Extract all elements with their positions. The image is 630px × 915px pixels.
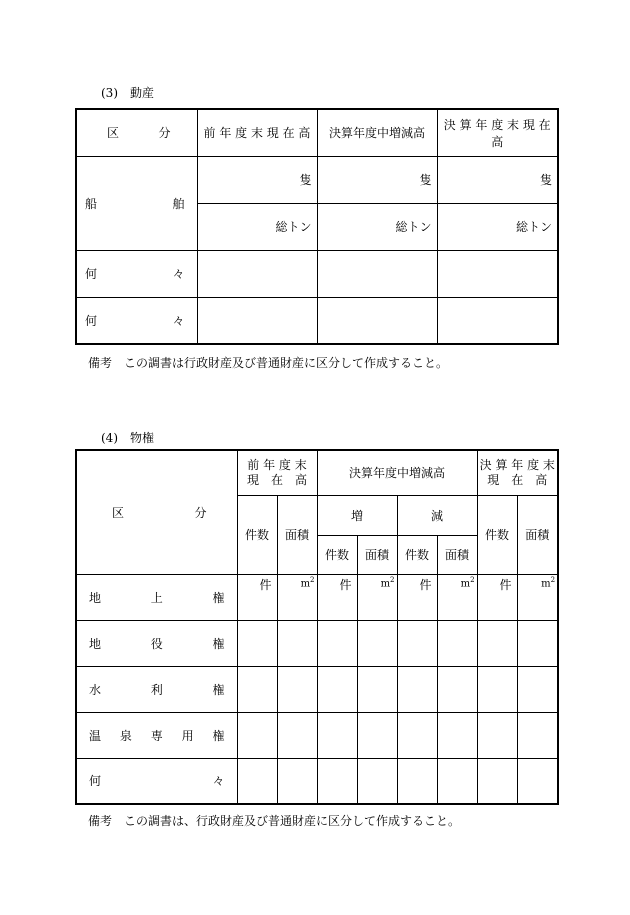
table-header-row — [76, 450, 558, 495]
movable-property-table — [75, 108, 559, 345]
unit-cell: 隻 — [317, 156, 437, 203]
row-label-char: 権 — [212, 728, 225, 743]
kubun-header — [76, 450, 237, 574]
table-cell — [397, 620, 437, 666]
section4-heading: (4) 物権 — [101, 431, 154, 445]
table-cell — [517, 758, 558, 804]
table-cell — [437, 297, 558, 344]
unit-squared: 2 — [470, 575, 475, 584]
table-row — [76, 758, 558, 804]
table-cell — [437, 666, 477, 712]
count-header: 件数 — [477, 495, 517, 574]
section3-note: 備考 この調書は行政財産及び普通財産に区分して作成すること。 — [88, 356, 449, 370]
row-label-char: 水 — [89, 682, 102, 697]
row-label-char: 温 — [89, 728, 102, 743]
table-cell — [477, 758, 517, 804]
area-header: 面積 — [437, 535, 477, 574]
row-label-char: 専 — [150, 728, 163, 743]
unit-squared: 2 — [310, 575, 315, 584]
decrease-header: 減 — [397, 495, 477, 535]
table-cell — [437, 250, 558, 297]
table-header-row — [76, 109, 558, 156]
unit-ken: 件 — [237, 574, 277, 620]
unit-m: m — [541, 577, 551, 589]
unit-cell: 総トン — [197, 203, 317, 250]
table-cell — [237, 620, 277, 666]
table-cell — [357, 620, 397, 666]
row-label-char: 権 — [212, 682, 225, 697]
unit-sqm — [517, 574, 558, 620]
unit-cell: 隻 — [437, 156, 558, 203]
table-row — [76, 297, 558, 344]
ship-label-cell — [76, 156, 197, 250]
table-cell — [237, 712, 277, 758]
row-label — [76, 574, 237, 620]
change-header: 決算年度中増減高 — [317, 450, 477, 495]
table-cell — [197, 250, 317, 297]
table-cell — [237, 666, 277, 712]
table-row — [76, 620, 558, 666]
kubun-left: 区 — [107, 126, 120, 141]
unit-sqm — [357, 574, 397, 620]
table-cell — [477, 712, 517, 758]
unit-ken: 件 — [477, 574, 517, 620]
table-row — [76, 250, 558, 297]
row-label-char: 何 — [89, 774, 102, 789]
unit-cell: 総トン — [437, 203, 558, 250]
row-label — [76, 250, 197, 297]
current-year-line2: 現 在 高 — [487, 472, 548, 487]
table-cell — [277, 712, 317, 758]
table-row — [76, 574, 558, 620]
row-label-char: 利 — [150, 682, 163, 697]
row-label — [76, 666, 237, 712]
row-label-char: 用 — [181, 728, 194, 743]
area-header: 面積 — [357, 535, 397, 574]
unit-m: m — [300, 577, 311, 589]
row-label-char: 泉 — [119, 728, 132, 743]
kubun-left: 区 — [112, 505, 125, 520]
table-cell — [277, 758, 317, 804]
property-rights-table — [75, 449, 559, 805]
unit-m: m — [460, 577, 471, 589]
kubun-right: 分 — [158, 126, 171, 141]
unit-squared: 2 — [550, 575, 556, 584]
section3-heading: (3) 動産 — [101, 86, 154, 100]
table-cell — [437, 620, 477, 666]
table-cell — [357, 666, 397, 712]
unit-squared: 2 — [390, 575, 395, 584]
table-cell — [317, 620, 357, 666]
unit-cell: 隻 — [197, 156, 317, 203]
increase-header: 増 — [317, 495, 397, 535]
unit-m: m — [380, 577, 391, 589]
unit-ken: 件 — [317, 574, 357, 620]
area-header: 面積 — [517, 495, 558, 574]
prev-year-line1: 前 年 度 末 — [247, 457, 307, 472]
ship-label-right: 舶 — [172, 196, 185, 211]
table-cell — [277, 666, 317, 712]
table-cell — [437, 712, 477, 758]
table-cell — [397, 666, 437, 712]
current-year-header: 決 算 年 度 末 現 在 高 — [437, 109, 558, 156]
prev-year-header: 前 年 度 末 現 在 高 — [197, 109, 317, 156]
row-label-char: 地 — [89, 590, 102, 605]
table-cell — [477, 666, 517, 712]
row-label — [76, 712, 237, 758]
table-row — [76, 712, 558, 758]
table-cell — [237, 758, 277, 804]
row-label-right: 々 — [172, 313, 185, 328]
table-cell — [397, 712, 437, 758]
unit-sqm — [277, 574, 317, 620]
count-header: 件数 — [237, 495, 277, 574]
area-header: 面積 — [277, 495, 317, 574]
table-row — [76, 156, 558, 203]
row-label — [76, 297, 197, 344]
row-label-right: 々 — [172, 267, 185, 281]
table-cell — [397, 758, 437, 804]
prev-year-line2: 現 在 高 — [247, 472, 308, 487]
current-year-header — [477, 450, 558, 495]
row-label-left: 何 — [85, 313, 98, 328]
table-cell — [517, 712, 558, 758]
count-header: 件数 — [397, 535, 437, 574]
ship-label-left: 船 — [85, 196, 98, 211]
row-label-left: 何 — [85, 267, 98, 281]
table-cell — [317, 250, 437, 297]
row-label-char: 上 — [150, 590, 163, 605]
table-cell — [517, 620, 558, 666]
table-cell — [277, 620, 317, 666]
table-cell — [197, 297, 317, 344]
unit-ken: 件 — [397, 574, 437, 620]
table-cell — [317, 712, 357, 758]
row-label-char: 地 — [89, 636, 102, 651]
table-cell — [437, 758, 477, 804]
unit-cell: 総トン — [317, 203, 437, 250]
row-label-char: 々 — [212, 774, 225, 789]
row-label-char: 役 — [150, 636, 163, 651]
change-header: 決算年度中増減高 — [317, 109, 437, 156]
row-label-char: 権 — [212, 590, 225, 605]
count-header: 件数 — [317, 535, 357, 574]
table-cell — [477, 620, 517, 666]
table-cell — [317, 297, 437, 344]
table-cell — [317, 666, 357, 712]
current-year-line1: 決 算 年 度 末 — [479, 457, 555, 472]
table-row — [76, 666, 558, 712]
row-label — [76, 620, 237, 666]
unit-sqm — [437, 574, 477, 620]
row-label-char: 権 — [212, 636, 225, 651]
table-cell — [517, 666, 558, 712]
kubun-header — [76, 109, 197, 156]
section4-note: 備考 この調書は、行政財産及び普通財産に区分して作成すること。 — [88, 814, 461, 828]
table-cell — [317, 758, 357, 804]
row-label — [76, 758, 237, 804]
rights-body — [76, 574, 558, 804]
prev-year-header — [237, 450, 317, 495]
kubun-right: 分 — [194, 505, 207, 520]
table-cell — [357, 712, 397, 758]
table-cell — [357, 758, 397, 804]
